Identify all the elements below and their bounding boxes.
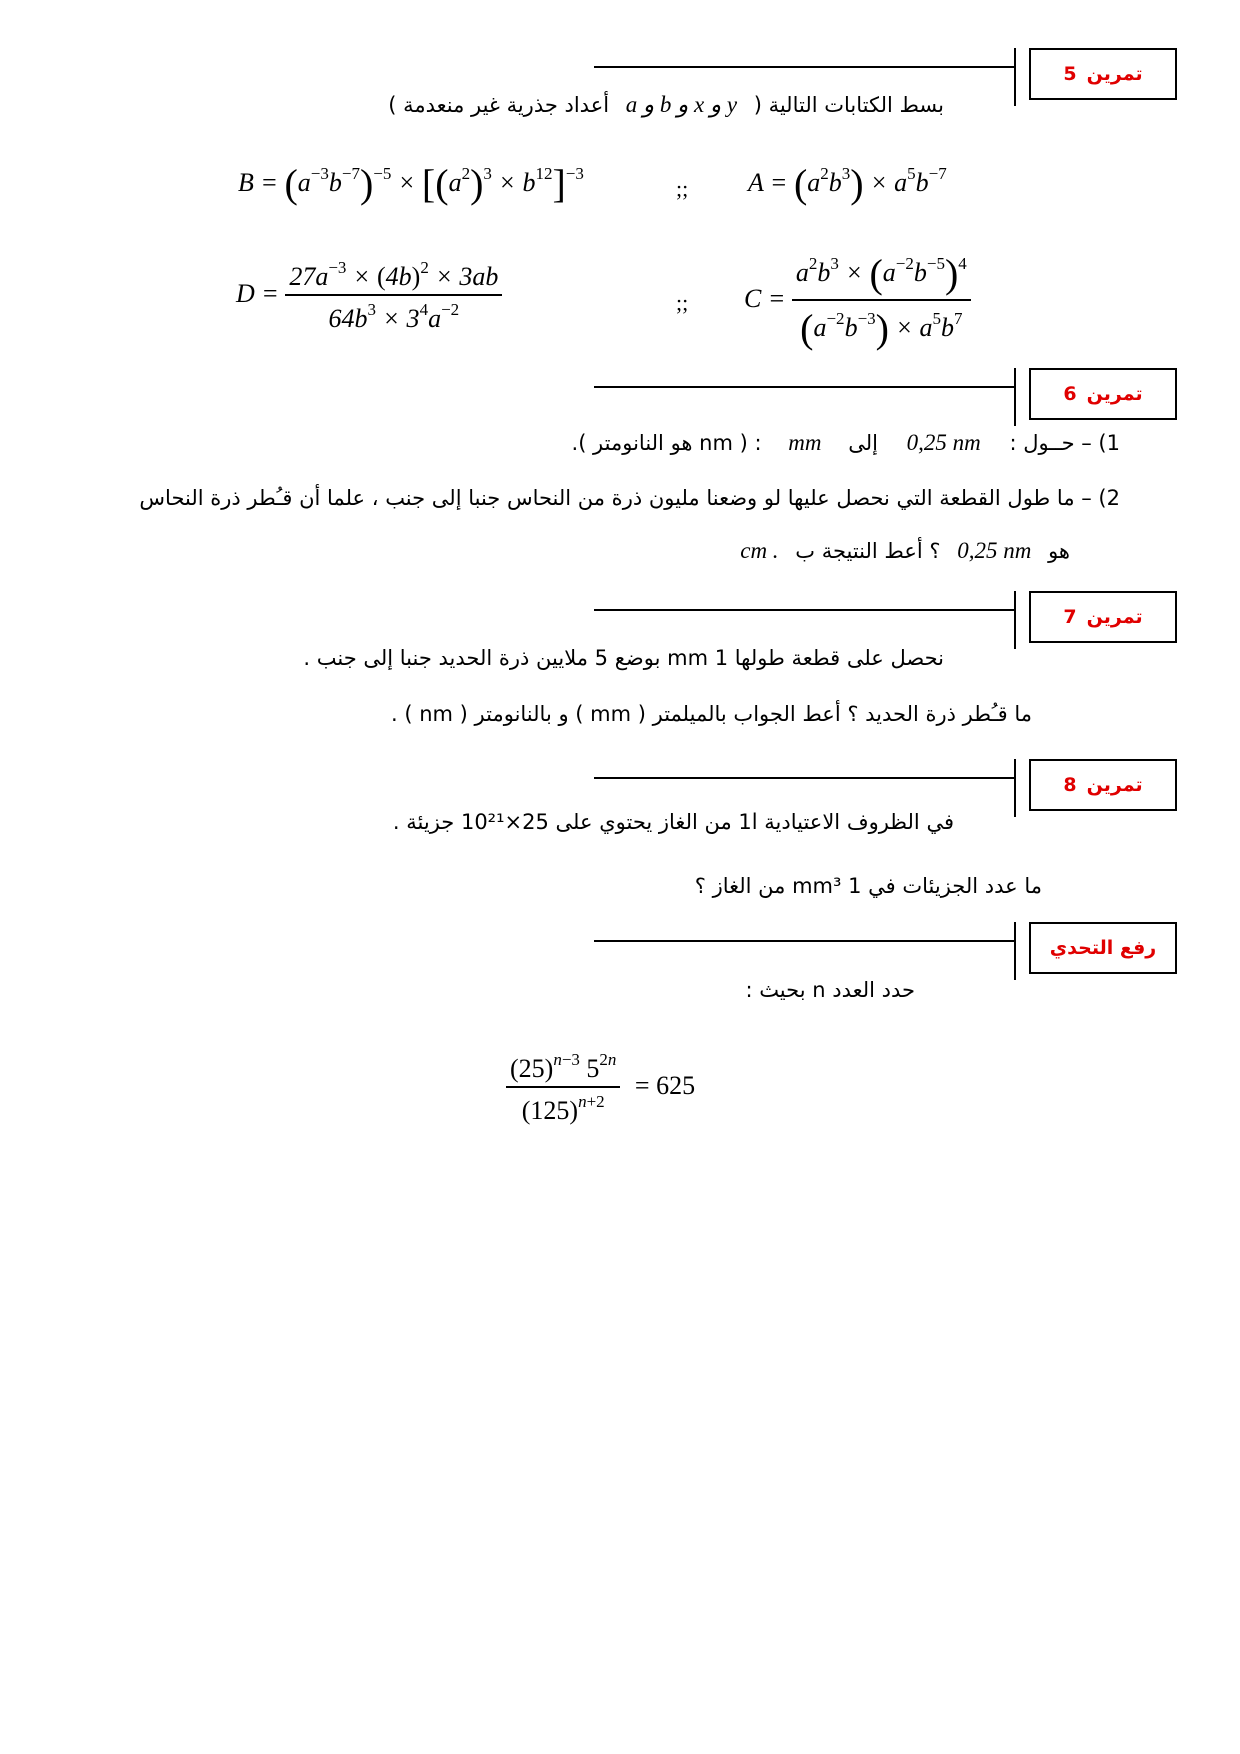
ex5-variables: a و b و x و y xyxy=(625,92,738,117)
ex5-instruction-suffix: أعداد جذرية غير منعدمة ) xyxy=(388,93,610,117)
ex7-title-badge xyxy=(1029,591,1177,643)
ex6-question-2-line-1: 2) – ما طول القطعة التي نحصل عليها لو وضعنا مليون ذرة من النحاس جنبا إلى جنب ، علما أن قـُطر ذرة النحاس xyxy=(139,486,1120,510)
ex5-number: 5 xyxy=(1063,63,1077,85)
challenge-equation: $\frac{(25)^{n-3} 5^{2n}}{(125)^{n+2}}$ = 625 xyxy=(506,1050,695,1126)
ex5-instruction-prefix: بسط الكتابات التالية ( xyxy=(753,93,944,117)
ex6-question-1 xyxy=(572,430,1120,456)
expression-C: C = $\frac{a^2b^3 \times (a^{-2}b^{-5})^4}{(a^{-2}b^{-3}) \times a^5b^7}$ xyxy=(744,250,971,352)
challenge-header-rule xyxy=(594,940,1014,942)
ex7-title: تمرين xyxy=(1086,606,1143,628)
ex5-title: تمرين xyxy=(1086,63,1143,85)
ex8-header-rule xyxy=(594,777,1014,779)
ex6-q2-unit: cm . xyxy=(740,538,779,563)
ex7-line-1: نحصل على قطعة طولها 1 mm بوضع 5 ملايين ذرة الحديد جنبا إلى جنب . xyxy=(303,646,944,670)
ex6-title-badge xyxy=(1029,368,1177,420)
ex6-q2-prefix: هو xyxy=(1048,539,1070,563)
ex6-q1-unit: mm xyxy=(788,430,822,455)
ex6-number: 6 xyxy=(1063,383,1077,405)
ex8-title-badge xyxy=(1029,759,1177,811)
challenge-header-bar xyxy=(1014,922,1016,980)
separator-CD: ;; xyxy=(676,290,689,315)
challenge-rhs: = 625 xyxy=(634,1070,696,1100)
ex7-number: 7 xyxy=(1063,606,1077,628)
challenge-title-badge xyxy=(1029,922,1177,974)
ex6-title: تمرين xyxy=(1086,383,1143,405)
ex7-header-bar xyxy=(1014,591,1016,649)
ex6-q1-value: 0,25 nm xyxy=(906,430,981,455)
separator-AB: ;; xyxy=(676,176,689,201)
expression-D: D = $\frac{27a^{-3} \times (4b)^2 \times 3ab}{64b^3 \times 3^4a^{-2}}$ xyxy=(236,258,502,334)
ex6-q2-mid: ؟ أعط النتيجة ب xyxy=(795,539,941,563)
ex8-number: 8 xyxy=(1063,774,1077,796)
ex5-title-badge xyxy=(1029,48,1177,100)
ex6-q1-prefix: 1) – حــول : xyxy=(1009,431,1120,455)
ex8-line-2: ما عدد الجزيئات في 1 mm³ من الغاز ؟ xyxy=(694,874,1042,898)
ex6-q1-note: : ( nm هو النانومتر ). xyxy=(571,431,762,455)
ex5-header-bar xyxy=(1014,48,1016,106)
challenge-prompt: حدد العدد n بحيث : xyxy=(745,978,915,1002)
ex8-title: تمرين xyxy=(1086,774,1143,796)
ex7-header-rule xyxy=(594,609,1014,611)
ex5-instruction xyxy=(388,92,944,118)
ex6-question-2-line-2 xyxy=(730,538,1070,564)
ex5-header-rule xyxy=(594,66,1014,68)
ex8-header-bar xyxy=(1014,759,1016,817)
ex6-q2-value: 0,25 nm xyxy=(957,538,1032,563)
ex6-header-rule xyxy=(594,386,1014,388)
expression-B: $B = (a^{-3}b^{-7})^{-5} \times [(a^2)^3 \times b^{12}]^{-3}$ xyxy=(238,161,584,206)
challenge-title: رفع التحدي xyxy=(1049,937,1157,959)
ex6-q1-mid: إلى xyxy=(848,431,878,455)
ex7-line-2: ما قـُطر ذرة الحديد ؟ أعط الجواب بالميلمتر ( mm ) و بالنانومتر ( nm ) . xyxy=(391,702,1032,726)
ex6-header-bar xyxy=(1014,368,1016,426)
expression-A: $A = (a^2b^3) \times a^5b^{-7}$ xyxy=(748,161,947,206)
ex8-line-1: في الظروف الاعتيادية 1l من الغاز يحتوي على 25×10²¹ جزيئة . xyxy=(392,810,954,834)
